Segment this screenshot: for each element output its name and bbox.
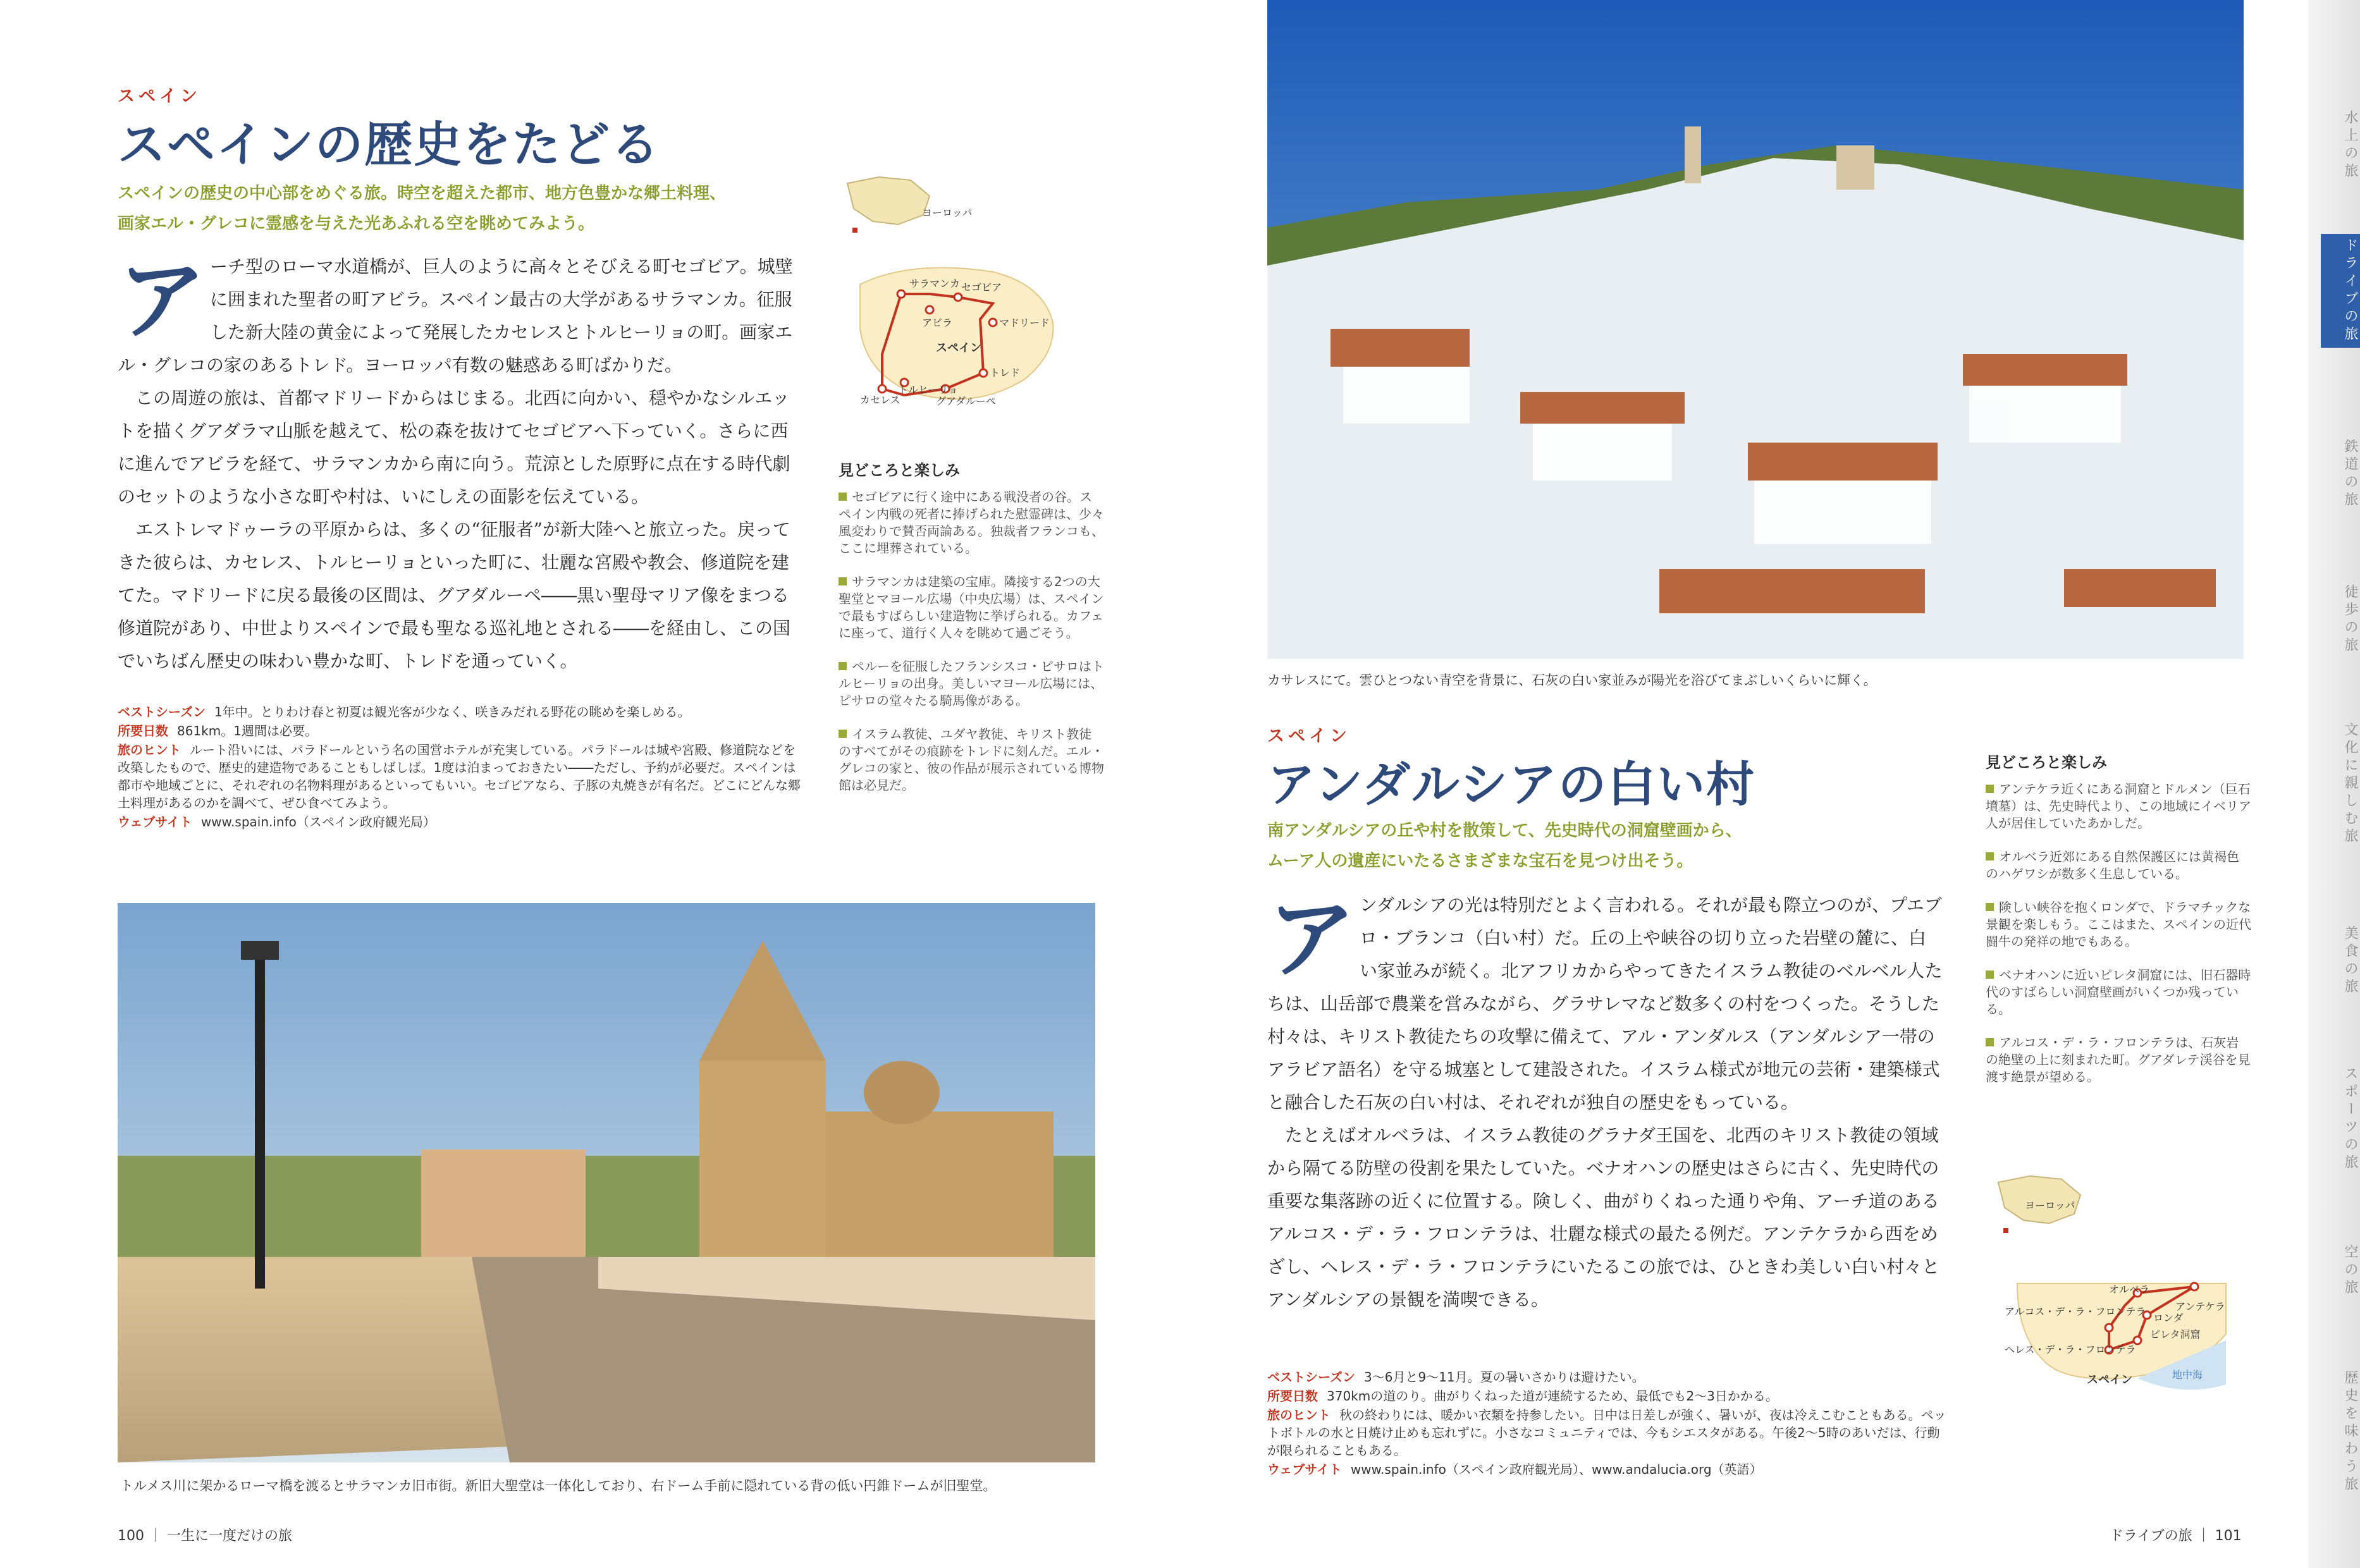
right-body [1267, 889, 1943, 1316]
side-item-text: セゴビアに行く途中にある戦没者の谷。スペイン内戦の死者に捧げられた慰霊碑は、少々風変わりで賛否両論ある。独裁者フランコも、ここに埋葬されている。 [839, 489, 1104, 556]
side-item [839, 573, 1104, 642]
casares-photo [1267, 0, 2244, 659]
fact-value: www.spain.info（スペイン政府観光局）、www.andalucia.org（英語） [1350, 1462, 1762, 1477]
left-photo-caption: トルメス川に架かるローマ橋を渡るとサラマンカ旧市街。新旧大聖堂は一体化しており、右ドーム手前に隠れている背の低い円錐ドームが旧聖堂。 [120, 1478, 997, 1493]
right-photo-caption: カサレスにて。雲ひとつない青空を背景に、石灰の白い家並みが陽光を浴びてまぶしいくらいに輝く。 [1267, 673, 1877, 688]
fact-key: ベストシーズン [118, 704, 206, 720]
map-place-label: トルヒーリョ [898, 384, 958, 396]
tab-sports[interactable]: スポーツの旅 [2342, 1066, 2358, 1172]
left-lead-line: スペインの歴史の中心部をめぐる旅。時空を超えた都市、地方色豊かな郷土料理、 [118, 184, 727, 203]
salamanca-photo [118, 903, 1095, 1462]
left-paragraph-1: ーチ型のローマ水道橋が、巨人のように高々とそびえる町セゴビア。城壁に囲まれた聖者の町アビラ。スペイン最古の大学があるサラマンカ。征服した新大陸の黄金によって発展したカセレスとトルヒーリョの町。画家エル・グレコの家のあるトレド。ヨーロッパ有数の魅惑ある町ばかりだ。 [118, 256, 793, 376]
map-place-label: グアダルーペ [936, 395, 996, 407]
left-route-map [835, 164, 1113, 430]
tab-culture[interactable]: 文化に親しむ旅 [2342, 722, 2358, 846]
bullet-square [1986, 785, 1994, 793]
map-place-label: オルベラ [2109, 1283, 2150, 1295]
fact-row [118, 741, 801, 812]
fact-key: ウェブサイト [118, 814, 192, 830]
left-dropcap: ア [118, 248, 207, 352]
fact-value: www.spain.info（スペイン政府観光局） [200, 814, 436, 830]
map-place-label: ヘレス・デ・ラ・フロンテラ [2005, 1344, 2136, 1356]
side-item [839, 726, 1104, 794]
side-item [1986, 899, 2251, 950]
europe-inset [847, 177, 930, 233]
left-title: スペインの歴史をたどる [118, 116, 660, 173]
fact-key: ベストシーズン [1267, 1369, 1355, 1385]
tab-food[interactable]: 美食の旅 [2342, 926, 2358, 996]
side-item [1986, 848, 2251, 883]
side-item [1986, 967, 2251, 1018]
map-place-label: トレド [990, 367, 1021, 379]
map-inset-label: ヨーロッパ [2025, 1199, 2075, 1211]
bullet-square [839, 662, 847, 670]
bullet-square [839, 577, 847, 585]
left-lead [118, 178, 813, 239]
fact-row [118, 722, 801, 740]
right-paragraph-2: たとえばオルベラは、イスラム教徒のグラナダ王国を、北西のキリスト教徒の領域から隔てる防壁の役割を果たしていた。ベナオハンの歴史はさらに古く、先史時代の重要な集落跡の近くに位置する。険しく、曲がりくねった通りや角、アーチ道のあるアルコス・デ・ラ・フロンテラは、壮麗な様式の最たる例だ。アンテケラから西をめざし、ヘレス・デ・ラ・フロンテラにいたるこの旅では、ひときわ美しい白い村々とアンダルシアの景観を満喫できる。 [1267, 1125, 1940, 1310]
bullet-square [839, 730, 847, 738]
fact-key: 旅のヒント [118, 742, 181, 757]
map-inset-label: ヨーロッパ [922, 207, 973, 219]
right-title: アンダルシアの白い村 [1267, 756, 1756, 812]
map-place-label: マドリード [999, 317, 1050, 329]
fact-value: 861km。1週間は必要。 [177, 723, 317, 738]
left-paragraph-2: この周遊の旅は、首都マドリードからはじまる。北西に向かい、穏やかなシルエットを描くグアダラマ山脈を越えて、松の森を抜けてセゴビアへ下っていく。さらに西に進んでアビラを経て、サラマンカから南に向う。荒涼とした原野に点在する時代劇のセットのような小さな町や村は、いにしえの面影を伝えている。 [118, 388, 790, 507]
map-place-label: サラマンカ [909, 278, 961, 290]
fact-key: 旅のヒント [1267, 1407, 1331, 1423]
map-country-label: スペイン [2087, 1373, 2132, 1387]
fact-row [1267, 1461, 1950, 1478]
right-lead-line: ムーア人の遺産にいたるさまざまな宝石を見つけ出そう。 [1267, 852, 1693, 871]
tab-drive[interactable]: ドライブの旅 [2321, 234, 2360, 348]
right-folio: ドライブの旅 ｜ 101 [2110, 1528, 2242, 1544]
map-place-label: アビラ [922, 317, 953, 329]
left-paragraph-3: エストレマドゥーラの平原からは、多くの“征服者”が新大陸へと旅立った。戻ってきた彼らは、カセレス、トルヒーリョといった町に、壮麗な宮殿や教会、修道院を建てた。マドリードに戻る最後の区間は、グアダルーペ――黒い聖母マリア像をまつる修道院があり、中世よりスペインで最も聖なる巡礼地とされる――を経由し、この国でいちばん歴史の味わい豊かな町、トレドを通っていく。 [118, 519, 791, 671]
map-place-label: セゴビア [961, 281, 1002, 293]
right-side-heading: 見どころと楽しみ [1986, 754, 2107, 771]
map-place-label: アルコス・デ・ラ・フロンテラ [2005, 1306, 2146, 1318]
bullet-square [1986, 903, 1994, 911]
fact-value: ルート沿いには、パラドールという名の国営ホテルが充実している。パラドールは城や宮殿、修道院などを改築したもので、歴史的建造物であることもしばしば。1度は泊まっておきたい――ただし、予約が必要だ。スペインは都市や地域ごとに、それぞれの名物料理があるといってもいい。セゴビアなら、子豚の丸焼きが有名だ。どこにどんな郷土料理があるのかを調べて、ぜひ食べてみよう。 [118, 742, 801, 811]
right-route-map [1992, 1170, 2251, 1448]
right-lead [1267, 816, 1963, 876]
side-item [839, 658, 1104, 709]
bullet-square [1986, 852, 1994, 861]
bullet-square [1986, 971, 1994, 979]
side-item-text: 険しい峡谷を抱くロンダで、ドラマチックな景観を楽しもう。ここはまた、スペインの近代闘牛の発祥の地でもある。 [1986, 900, 2251, 949]
side-item-text: アルコス・デ・ラ・フロンテラは、石灰岩の絶壁の上に刻まれた町。グアダレテ渓谷を見渡す絶景が望める。 [1986, 1035, 2251, 1084]
fact-key: 所要日数 [118, 723, 168, 738]
tab-history[interactable]: 歴史を味わう旅 [2342, 1370, 2358, 1494]
tab-sky[interactable]: 空の旅 [2342, 1244, 2358, 1297]
map-sea-label: 地中海 [2172, 1369, 2203, 1381]
map-place-label: ロンダ [2153, 1312, 2184, 1324]
fact-row [118, 703, 801, 721]
fact-row [118, 813, 801, 831]
side-item-text: ベナオハンに近いピレタ洞窟には、旧石器時代のすばらしい洞窟壁画がいくつか残っている。 [1986, 967, 2251, 1017]
left-lead-line: 画家エル・グレコに霊感を与えた光あふれる空を眺めてみよう。 [118, 214, 595, 233]
tab-walk[interactable]: 徒歩の旅 [2342, 584, 2358, 655]
right-map-svg [1992, 1170, 2251, 1448]
fact-value: 3〜6月と9〜11月。夏の暑いさかりは避けたい。 [1364, 1369, 1645, 1385]
map-place-label: アンテケラ [2175, 1301, 2225, 1313]
side-item [1986, 781, 2251, 832]
right-facts [1267, 1368, 1950, 1479]
fact-value: 1年中。とりわけ春と初夏は観光客が少なく、咲きみだれる野花の眺めを楽しめる。 [214, 704, 691, 720]
fact-value: 秋の終わりには、暖かい衣類を持参したい。日中は日差しが強く、暑いが、夜は冷えこむこともある。ペットボトルの水と日焼け止めも忘れずに。小さなコミュニティでは、今もシエスタがある。午後2〜5時のあいだは、行動が限られることもある。 [1267, 1407, 1946, 1458]
fact-row [1267, 1406, 1950, 1459]
fact-row [1267, 1368, 1950, 1386]
left-body [118, 250, 796, 678]
map-country-label: スペイン [936, 341, 981, 355]
right-lead-line: 南アンダルシアの丘や村を散策して、先史時代の洞窟壁画から、 [1267, 821, 1742, 840]
fact-key: ウェブサイト [1267, 1462, 1342, 1477]
tab-rail[interactable]: 鉄道の旅 [2342, 439, 2358, 510]
side-item-text: アンテケラ近くにある洞窟とドルメン（巨石墳墓）は、先史時代より、この地域にイベリア人が居住していたあかしだ。 [1986, 781, 2251, 831]
left-sidebar [839, 458, 1104, 811]
map-place-label: カセレス [860, 394, 900, 406]
side-item-text: ペルーを征服したフランシスコ・ピサロはトルヒーリョの出身。美しいマヨール広場には、ピサロの堂々たる騎馬像がある。 [839, 659, 1104, 708]
map-place-label: ピレタ洞窟 [2150, 1328, 2201, 1340]
left-map-svg [835, 164, 1113, 430]
right-paragraph-1: ンダルシアの光は特別だとよく言われる。それが最も際立つのが、プエブロ・ブランコ（白い村）だ。丘の上や峡谷の切り立った岩壁の麓に、白い家並みが続く。北アフリカからやってきたイスラム教徒のベルベル人たちは、山岳部で農業を営みながら、グラサレマなど数多くの村をつくった。そうした村々は、キリスト教徒たちの攻撃に備えて、アル・アンダルス（アンダルシア一帯のアラビア語名）を守る城塞として建設された。イスラム様式が地元の芸術・建築様式と融合した石灰の白い村は、それぞれが独自の歴史をもっている。 [1267, 895, 1943, 1113]
side-item-text: イスラム教徒、ユダヤ教徒、キリスト教徒のすべてがその痕跡をトレドに刻んだ。エル・グレコの家と、彼の作品が展示されている博物館は必見だ。 [839, 726, 1104, 793]
left-folio: 100 ｜ 一生に一度だけの旅 [118, 1528, 292, 1544]
right-sidebar [1986, 750, 2251, 1102]
left-side-heading: 見どころと楽しみ [839, 462, 960, 479]
side-item-text: サラマンカは建築の宝庫。隣接する2つの大聖堂とマヨール広場（中央広場）は、スペインで最もすばらしい建造物に挙げられる。カフェに座って、道行く人々を眺めて過ごそう。 [839, 574, 1104, 640]
bullet-square [839, 493, 847, 501]
fact-row [1267, 1387, 1950, 1405]
fact-key: 所要日数 [1267, 1388, 1318, 1404]
side-item [1986, 1034, 2251, 1086]
left-kicker: スペイン [118, 87, 201, 106]
side-item-text: オルベラ近郊にある自然保護区には黄褐色のハゲワシが数多く生息している。 [1986, 849, 2239, 881]
fact-value: 370kmの道のり。曲がりくねった道が連続するため、最低でも2〜3日かかる。 [1327, 1388, 1778, 1404]
right-dropcap: ア [1267, 887, 1356, 991]
side-item [839, 489, 1104, 557]
left-facts [118, 703, 801, 832]
tab-water[interactable]: 水上の旅 [2342, 110, 2358, 181]
right-kicker: スペイン [1267, 726, 1351, 746]
bullet-square [1986, 1038, 1994, 1046]
